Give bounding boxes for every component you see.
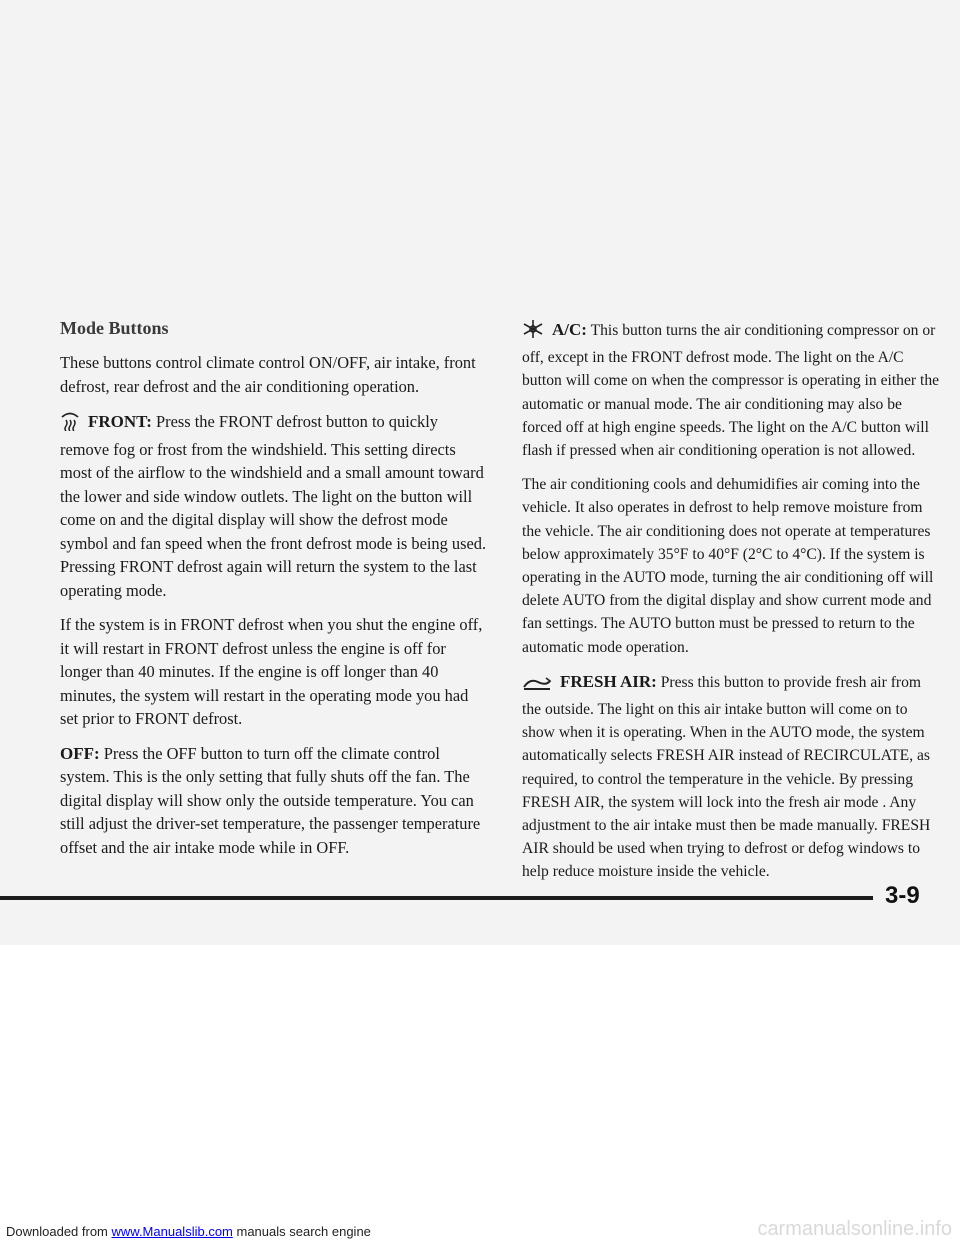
footer-prefix: Downloaded from <box>6 1224 112 1239</box>
restart-paragraph: If the system is in FRONT defrost when you shut the engine off, it will restart in FRONT defrost unless the engine is off for longer than 40 minutes. If the engine is off longer than 40 minutes, the system will restart in the operating mode you had set prior to FRONT defrost. <box>60 615 483 728</box>
fresh-air-lead: FRESH AIR: <box>560 671 657 691</box>
bottom-rule <box>0 896 873 900</box>
snowflake-icon <box>522 319 544 346</box>
off-text: Press the OFF button to turn off the climate control system. This is the only setting that fully shuts off the fan. The digital display will show only the outside temperature. You can still adjust the driver-set temperature, the passenger temperature offset and the air intake mode while in OFF. <box>60 743 481 857</box>
manualslib-link[interactable]: www.Manualslib.com <box>111 1224 233 1239</box>
fresh-air-text: Press this button to provide fresh air from the outside. The light on this air intake button will come on to show when it is operating. When in the AUTO mode, the system automatically selects FRESH AIR instead of RECIRCULATE, as required, to control the temperature in the vehicle. By pressing FRESH AIR, the system will lock into the fresh air mode . Any adjustment to the air intake must then be made manually. FRESH AIR should be used when trying to defrost or defog windows to help reduce moisture inside the vehicle. <box>522 673 931 881</box>
ac-paragraph <box>522 318 942 462</box>
footer-suffix: manuals search engine <box>232 1224 371 1239</box>
page-number: 3-9 <box>885 882 920 909</box>
off-paragraph <box>60 742 490 860</box>
front-defrost-icon <box>60 409 80 438</box>
fresh-air-paragraph <box>522 670 942 884</box>
ac-lead: A/C: <box>552 320 587 339</box>
intro-paragraph: These buttons control climate control ON/OFF, air intake, front defrost, rear defrost and the air conditioning operation. <box>60 353 476 396</box>
fresh-air-icon <box>522 675 552 698</box>
left-column <box>60 318 490 870</box>
right-column <box>522 318 942 895</box>
off-lead: OFF: <box>60 743 100 763</box>
download-footer <box>6 1224 371 1239</box>
front-paragraph <box>60 409 490 602</box>
front-lead: FRONT: <box>88 412 152 431</box>
ac-text: This button turns the air conditioning compressor on or off, except in the FRONT defrost mode. The light on the A/C button will come on when the compressor is operating in either the automatic or manual mode. The air conditioning may also be forced off at high engine speeds. The light on the A/C button will flash if pressed when air conditioning operation is not allowed. <box>522 322 940 460</box>
section-heading: Mode Buttons <box>60 318 169 338</box>
front-text: Press the FRONT defrost button to quickly remove fog or frost from the windshield. This setting directs most of the airflow to the windshield and a small amount toward the lower and side window outlets. The light on the button will come on and the digital display will show the defrost mode symbol and fan speed when the front defrost mode is being used. Pressing FRONT defrost again will return the system to the last operating mode. <box>60 412 487 600</box>
watermark: carmanualsonline.info <box>757 1218 952 1240</box>
cooling-paragraph: The air conditioning cools and dehumidifies air coming into the vehicle. It also operates in defrost to help remove moisture from the vehicle. The air conditioning does not operate at temperatures below approximately 35°F to 40°F (2°C to 4°C). If the system is operating in the AUTO mode, turning the air conditioning off will delete AUTO from the digital display and show current mode and fan settings. The AUTO button must be pressed to return to the automatic mode operation. <box>522 476 934 656</box>
